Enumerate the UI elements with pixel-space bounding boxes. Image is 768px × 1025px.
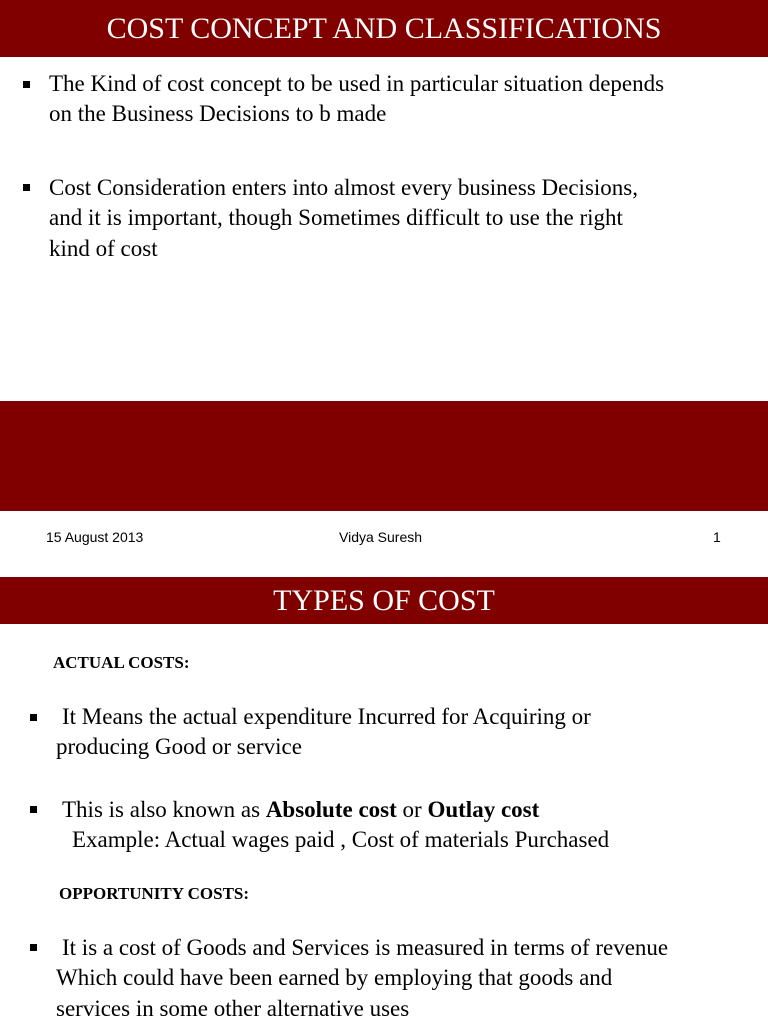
text: or — [396, 797, 428, 822]
slide1-bullet1-line2: on the Business Decisions to b made — [49, 101, 387, 126]
bullet-icon — [30, 806, 37, 813]
slide1-bottom-band — [0, 401, 768, 511]
absolute-cost-term: Absolute cost — [265, 797, 397, 822]
slide1-bullet2-line2: and it is important, though Sometimes difficult to use the right — [49, 205, 623, 230]
opp-bullet1-line1: It is a cost of Goods and Services is measured in terms of revenue — [62, 935, 669, 960]
slide1-bullet2-line3: kind of cost — [49, 236, 158, 261]
actual-bullet2-line1 — [62, 795, 539, 826]
slide1-title-bar — [0, 0, 768, 57]
slide2-title: TYPES OF COST — [273, 584, 495, 617]
bullet-icon — [23, 81, 30, 88]
slide1-bullet1-line1: The Kind of cost concept to be used in particular situation depends — [49, 71, 665, 96]
opportunity-costs-heading: OPPORTUNITY COSTS: — [59, 884, 250, 903]
slide2-title-bar — [0, 577, 768, 624]
bullet-icon — [30, 944, 37, 951]
actual-costs-heading: ACTUAL COSTS: — [53, 653, 190, 672]
footer-date: 15 August 2013 — [46, 529, 144, 545]
slide1-title: COST CONCEPT AND CLASSIFICATIONS — [106, 12, 662, 45]
opp-bullet1-line2: Which could have been earned by employing that goods and — [56, 965, 613, 990]
text: This is also known as — [62, 797, 266, 822]
slide1-bullet2-line1: Cost Consideration enters into almost every business Decisions, — [49, 175, 638, 200]
actual-example: Example: Actual wages paid , Cost of materials Purchased — [72, 827, 610, 852]
opp-bullet1-line3: services in some other alternative uses — [56, 996, 410, 1021]
actual-bullet1-line1: It Means the actual expenditure Incurred for Acquiring or — [62, 704, 591, 729]
outlay-cost-term: Outlay cost — [427, 797, 540, 822]
bullet-icon — [23, 184, 30, 191]
actual-bullet1-line2: producing Good or service — [56, 734, 302, 759]
footer-page-number: 1 — [713, 529, 721, 545]
bullet-icon — [30, 714, 37, 721]
footer-author: Vidya Suresh — [339, 529, 423, 545]
